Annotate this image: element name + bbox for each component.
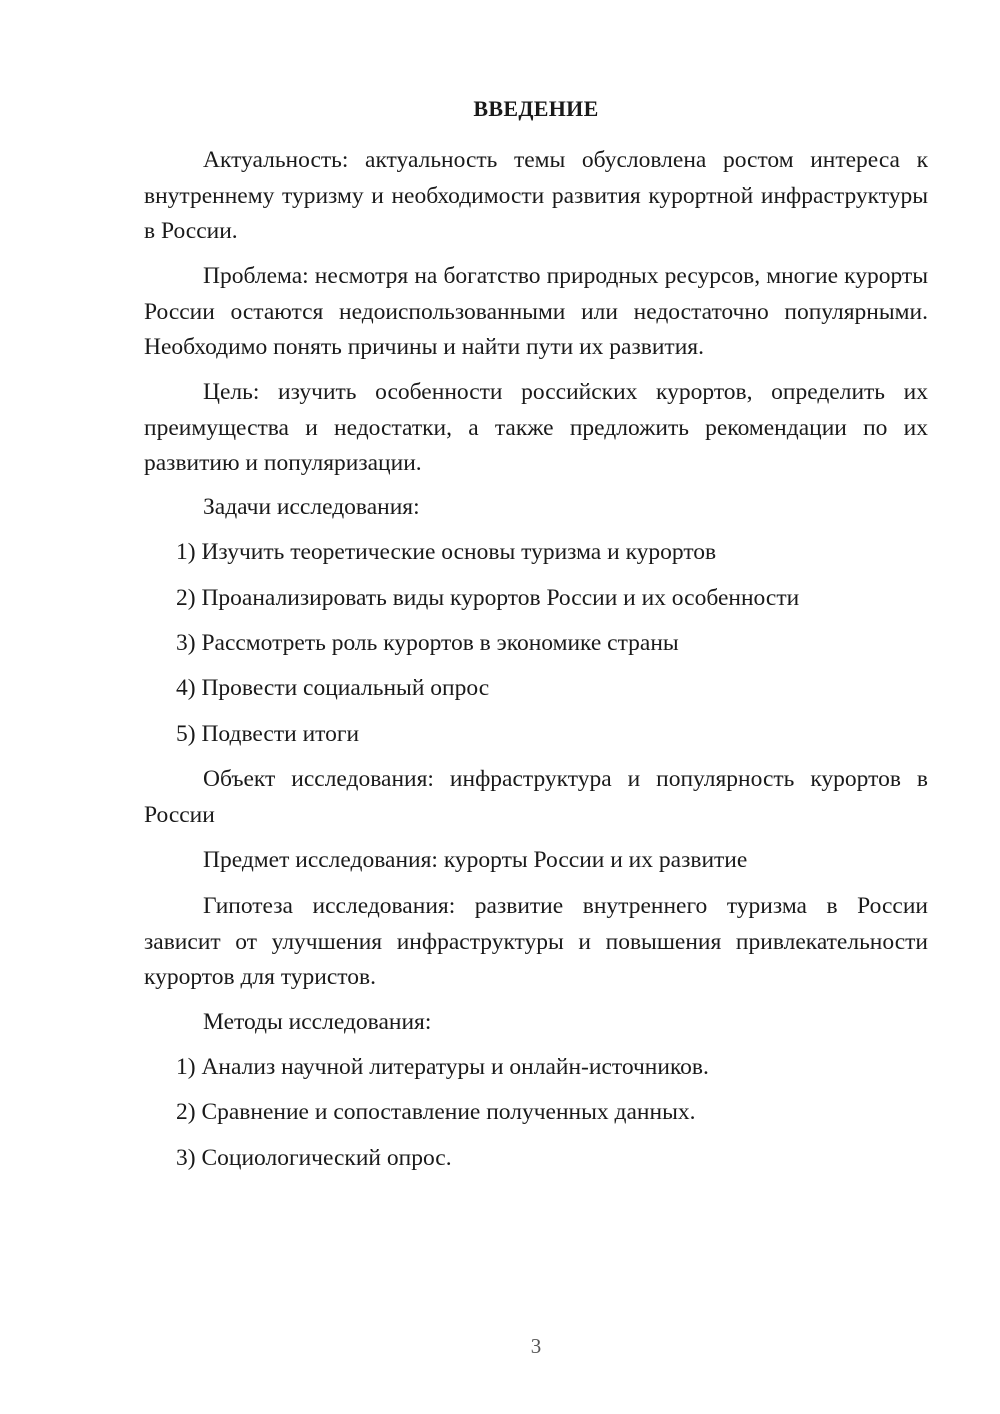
list-item: 1) Анализ научной литературы и онлайн-источников. <box>176 1054 709 1080</box>
subject-paragraph: Предмет исследования: курорты России и их развитие <box>203 847 748 873</box>
object-paragraph: Объект исследования: инфраструктура и популярность курортов в России <box>144 766 928 828</box>
tasks-title: Задачи исследования: <box>203 494 420 520</box>
list-item: 4) Провести социальный опрос <box>176 675 490 701</box>
methods-title: Методы исследования: <box>203 1009 432 1035</box>
list-item: 1) Изучить теоретические основы туризма и курортов <box>176 539 717 565</box>
page-title: ВВЕДЕНИЕ <box>473 96 599 121</box>
list-item: 2) Сравнение и сопоставление полученных данных. <box>176 1099 696 1125</box>
list-item: 2) Проанализировать виды курортов России и их особенности <box>176 585 800 611</box>
list-item: 3) Рассмотреть роль курортов в экономике страны <box>176 630 679 656</box>
list-item: 5) Подвести итоги <box>176 721 360 747</box>
list-item: 3) Социологический опрос. <box>176 1145 452 1171</box>
goal-paragraph: Цель: изучить особенности российских курортов, определить их преимущества и недостатки, а также предложить рекомендации по их развитию и популяризации. <box>144 379 928 476</box>
problem-paragraph: Проблема: несмотря на богатство природных ресурсов, многие курорты России остаются недоиспользованными или недостаточно популярными. Необходимо понять причины и найти пути их развития. <box>144 263 928 360</box>
page-number: 3 <box>530 1334 542 1358</box>
relevance-paragraph: Актуальность: актуальность темы обусловлена ростом интереса к внутреннему туризму и необходимости развития курортной инфраструктуры в России. <box>144 147 928 244</box>
hypothesis-paragraph: Гипотеза исследования: развитие внутреннего туризма в России зависит от улучшения инфраструктуры и повышения привлекательности курортов для туристов. <box>144 893 928 990</box>
